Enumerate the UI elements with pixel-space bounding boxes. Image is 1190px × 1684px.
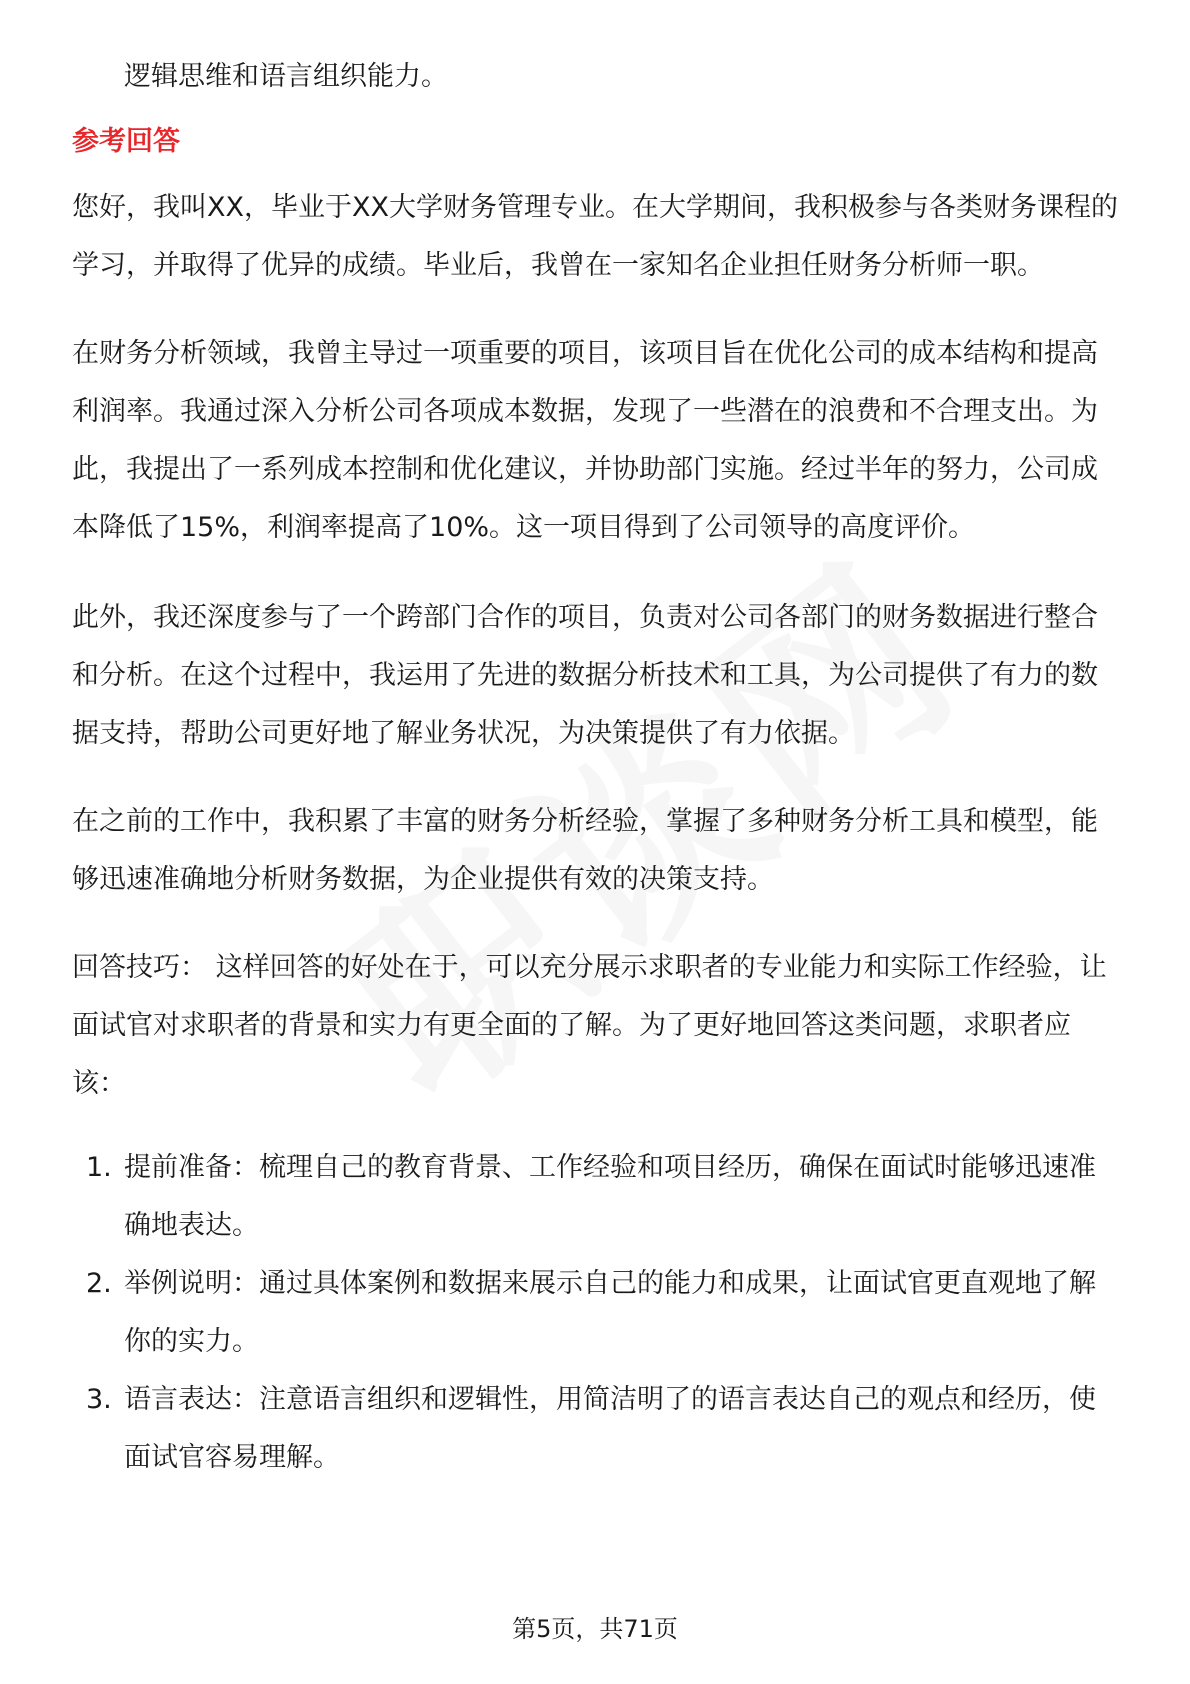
paragraph-project: 在财务分析领域，我曾主导过一项重要的项目，该项目旨在优化公司的成本结构和提高利润率。我通过深入分析公司各项成本数据，发现了一些潜在的浪费和不合理支出。为此，我提出了一系列成本控制和优化建议，并协助部门实施。经过半年的努力，公司成本降低了15%，利润率提高了10%。这一项目得到了公司领导的高度评价。 xyxy=(72,338,1098,543)
list-item-text: 语言表达：注意语言组织和逻辑性，用简洁明了的语言表达自己的观点和经历，使面试官容易理解。 xyxy=(124,1384,1096,1473)
page-number-footer: 第5页，共71页 xyxy=(512,1615,678,1643)
paragraph-cross-dept: 此外，我还深度参与了一个跨部门合作的项目，负责对公司各部门的财务数据进行整合和分析。在这个过程中，我运用了先进的数据分析技术和工具，为公司提供了有力的数据支持，帮助公司更好地了解业务状况，为决策提供了有力依据。 xyxy=(72,602,1098,749)
tips-list xyxy=(72,1139,1118,1487)
list-item xyxy=(72,1139,1118,1255)
list-item-number: 2. xyxy=(86,1268,112,1299)
list-item xyxy=(72,1371,1118,1487)
list-item-text: 提前准备：梳理自己的教育背景、工作经验和项目经历，确保在面试时能够迅速准确地表达。 xyxy=(124,1152,1096,1241)
list-item xyxy=(72,1255,1118,1371)
section-heading: 参考回答 xyxy=(72,126,180,157)
list-item-text: 举例说明：通过具体案例和数据来展示自己的能力和成果，让面试官更直观地了解你的实力。 xyxy=(124,1268,1096,1357)
continuation-line: 逻辑思维和语言组织能力。 xyxy=(124,61,448,92)
page-content xyxy=(72,48,1118,1487)
list-item-number: 3. xyxy=(86,1384,112,1415)
list-item-number: 1. xyxy=(86,1152,112,1183)
paragraph-experience: 在之前的工作中，我积累了丰富的财务分析经验，掌握了多种财务分析工具和模型，能够迅速准确地分析财务数据，为企业提供有效的决策支持。 xyxy=(72,806,1098,895)
paragraph-intro: 您好，我叫XX，毕业于XX大学财务管理专业。在大学期间，我积极参与各类财务课程的学习，并取得了优异的成绩。毕业后，我曾在一家知名企业担任财务分析师一职。 xyxy=(72,192,1118,281)
paragraph-tips-intro: 回答技巧： 这样回答的好处在于，可以充分展示求职者的专业能力和实际工作经验，让面试官对求职者的背景和实力有更全面的了解。为了更好地回答这类问题，求职者应该： xyxy=(72,952,1107,1099)
